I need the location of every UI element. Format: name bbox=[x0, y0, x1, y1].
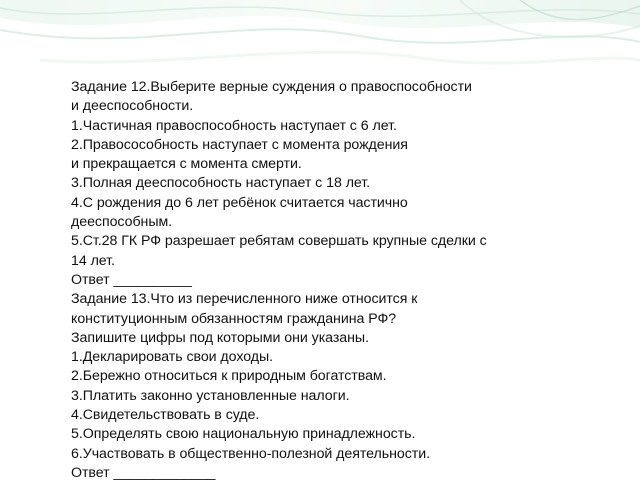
task13-option-6: 6.Участвовать в общественно-полезной деятельности. bbox=[71, 445, 430, 462]
task12-option-4: 4.С рождения до 6 лет ребёнок считается частично bbox=[71, 194, 408, 211]
task12-option-3: 3.Полная дееспособность наступает с 18 лет. bbox=[71, 175, 371, 192]
task13-option-2: 2.Бережно относиться к природным богатствам. bbox=[71, 368, 387, 385]
task13-heading-continued: конституционным обязанностям гражданина РФ? bbox=[71, 310, 397, 327]
task12-heading: Задание 12.Выберите верные суждения о правоспособности bbox=[71, 79, 472, 95]
task13-instruction: Запишите цифры под которыми они указаны. bbox=[71, 329, 369, 346]
task13-option-3: 3.Платить законно установленные налоги. bbox=[71, 387, 350, 404]
task13-heading: Задание 13.Что из перечисленного ниже относится к bbox=[71, 291, 418, 308]
task13-option-4: 4.Свидетельствовать в суде. bbox=[71, 407, 260, 424]
slide-content bbox=[71, 78, 631, 483]
task12-heading-continued: и дееспособности. bbox=[71, 98, 194, 115]
task13-option-1: 1.Декларировать свои доходы. bbox=[71, 349, 274, 366]
task12-option-4-continued: дееспособным. bbox=[71, 214, 173, 231]
task13-option-5: 5.Определять свою национальную принадлежность. bbox=[71, 426, 416, 443]
swirl-decoration-graphic bbox=[0, 0, 640, 72]
task12-option-2-continued: и прекращается с момента смерти. bbox=[71, 156, 302, 173]
task12-option-5-continued: 14 лет. bbox=[71, 252, 115, 269]
task12-option-5: 5.Ст.28 ГК РФ разрешает ребятам совершать крупные сделки с bbox=[71, 233, 487, 250]
task12-option-2: 2.Правосособность наступает с момента рождения bbox=[71, 136, 408, 153]
slide-decoration bbox=[0, 0, 640, 72]
task13-answer-line: Ответ _____________ bbox=[71, 464, 216, 481]
task12-answer-line: Ответ __________ bbox=[71, 271, 192, 288]
task12-option-1: 1.Частичная правоспособность наступает с 6 лет. bbox=[71, 117, 397, 134]
